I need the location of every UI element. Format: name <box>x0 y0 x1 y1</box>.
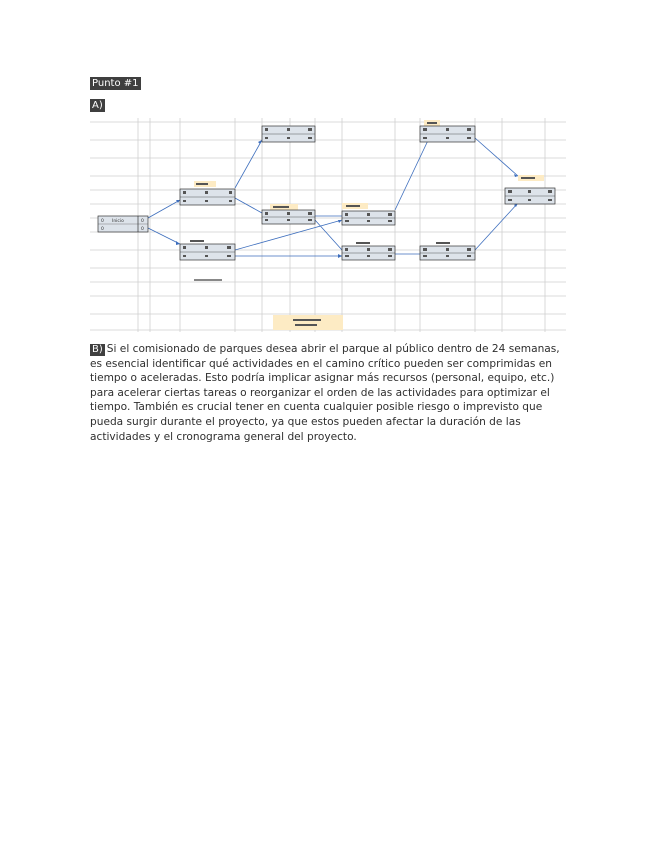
start-node-ef: 0 <box>141 219 144 224</box>
start-node-name: Inicio <box>112 219 124 224</box>
activity-nodes <box>98 126 555 260</box>
part-b-label: B) <box>92 344 103 355</box>
part-b-paragraph <box>90 342 564 444</box>
part-a-label: A) <box>92 100 103 111</box>
section-title: Punto #1 <box>92 78 139 89</box>
spreadsheet-grid <box>90 118 566 332</box>
part-b-text: Si el comisionado de parques desea abrir el parque al público dentro de 24 semanas, es esencial identificar qué actividades en el camino crítico pueden ser comprimidas en tiempo o aceleradas. Esto podría implicar asignar más recursos (personal, equipo, etc.) para acelerar ciertas tareas o reorganizar el orden de las actividades para optimizar el tiempo. También es crucial tener en cuenta cualquier posible riesgo o imprevisto que pueda surgir durante el proyecto, ya que estos pueden afectar la duración de las actividades y el cronograma general del proyecto. <box>90 343 560 443</box>
network-diagram-svg <box>90 118 566 332</box>
start-node-ls: 0 <box>101 227 104 232</box>
network-diagram-image <box>90 118 566 332</box>
start-node-lf: 0 <box>141 227 144 232</box>
start-node-es: 0 <box>101 219 104 224</box>
